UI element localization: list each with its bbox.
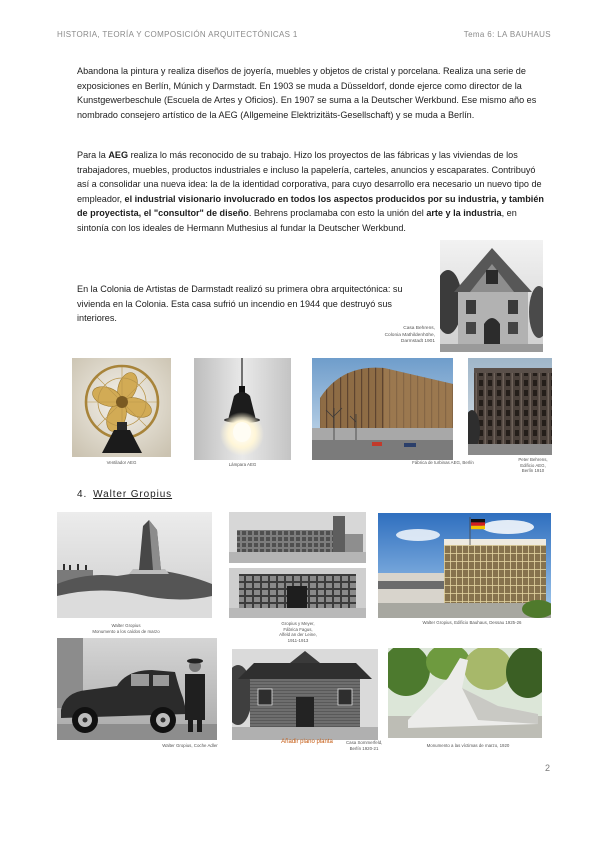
paragraph-2-bold: arte y la industria bbox=[426, 208, 502, 219]
photo-coche-adler bbox=[57, 638, 217, 740]
caption-monumento-gropius bbox=[68, 623, 184, 634]
page-number: 2 bbox=[545, 763, 551, 773]
caption-casa-behrens bbox=[355, 326, 435, 346]
caption-line: Casa Sommerfeld, bbox=[346, 740, 383, 745]
paragraph-2-text: , en sintonía con los ideales de Hermann Muthesius al fundar la Deutscher Werkbund. bbox=[77, 208, 517, 233]
section-heading bbox=[77, 489, 172, 500]
caption-bauhaus: Walter Gropius, Edificio Bauhaus, Dessau 1925-26 bbox=[422, 620, 522, 625]
section-title: Walter Gropius bbox=[93, 489, 173, 500]
header-course: HISTORIA, TEORÍA Y COMPOSICIÓN ARQUITECTÓNICAS 1 bbox=[57, 30, 298, 39]
section-number: 4. bbox=[77, 489, 88, 500]
paragraph-2 bbox=[77, 148, 549, 236]
photo-fagus-fachada bbox=[229, 568, 366, 618]
paragraph-2-text: . Behrens proclamaba con esto la unión del bbox=[248, 208, 427, 219]
caption-line: Alfeld an der Leine, bbox=[279, 632, 317, 638]
photo-lampara-aeg bbox=[194, 358, 291, 460]
note-anadir-plano: Añadir plano planta bbox=[281, 739, 333, 745]
photo-monumento-marzo bbox=[388, 648, 542, 738]
caption-coche: Walter Gropius, Coche Adler bbox=[162, 743, 218, 748]
caption-line: Berlín 1910 bbox=[521, 468, 545, 474]
photo-monumento-gropius bbox=[57, 512, 212, 618]
photo-casa-sommerfeld bbox=[232, 649, 378, 740]
caption-edificio-aeg bbox=[510, 457, 556, 474]
caption-monumento-marzo: Monumento a las víctimas de marzo, 1920 bbox=[426, 743, 510, 748]
photo-ventilador-aeg bbox=[72, 358, 171, 457]
photo-casa-behrens bbox=[440, 240, 543, 352]
caption-lampara: Lámpara AEG bbox=[228, 462, 257, 467]
caption-line: Peter Behrens, bbox=[518, 457, 548, 462]
caption-ventilador: Ventilador AEG bbox=[106, 460, 137, 465]
caption-line: Casa Behrens, bbox=[403, 326, 435, 331]
header-topic: Tema 6: LA BAUHAUS bbox=[463, 30, 551, 39]
caption-line: 1911-1913 bbox=[287, 637, 309, 643]
caption-line: Edificio AEG, bbox=[520, 462, 546, 468]
paragraph-2-bold: el industrial visionario involucrado en todos los aspectos producidos por su industria, y también de proyectista, el "consultor" de diseño bbox=[77, 193, 544, 219]
caption-sommerfeld bbox=[346, 740, 382, 751]
photo-edificio-aeg bbox=[468, 358, 552, 455]
caption-line: Fábrica Fagus, bbox=[283, 626, 313, 632]
photo-fagus-exterior bbox=[229, 512, 366, 563]
photo-edificio-bauhaus bbox=[378, 513, 551, 618]
caption-line: Monumento a los caídos de marzo bbox=[92, 628, 160, 634]
caption-line: Darmstadt 1901 bbox=[400, 339, 435, 345]
caption-line: Colonia Mathildenhöhe, bbox=[384, 332, 435, 338]
caption-line: Berlín 1920-21 bbox=[349, 745, 379, 751]
caption-line: Gropius y Meyer, bbox=[281, 621, 315, 626]
paragraph-1: Abandona la pintura y realiza diseños de joyería, muebles y objetos de cristal y porcelana. Realiza una serie de exposiciones en Berlín, Múnich y Darmstadt. En 1903 se muda a Düsseldorf, donde ejerce como director de la Kunstgewerbeschule (Escuela de Artes y Oficios). En 1907 se suma a la Deutscher Werkbund. Ese mismo año es nombrado consejero artístico de la AEG (Allgemeine Elektrizitäts-Gesellschaft) y se muda a Berlín. bbox=[77, 66, 537, 120]
paragraph-2-text: Para la bbox=[77, 150, 109, 160]
caption-fagus bbox=[262, 621, 334, 643]
caption-fabrica-turbinas: Fábrica de turbinas AEG, Berlín bbox=[412, 460, 474, 465]
photo-fabrica-turbinas bbox=[312, 358, 453, 460]
caption-line: Walter Gropius bbox=[111, 623, 141, 628]
paragraph-2-text: realiza lo más reconocido de su trabajo. Hizo los proyectos de las fábricas y las viviendas de los trabajadores, muebles, productos industriales e incluso la papelería, carteles, anuncios y escaparates. Contribuyó así a consolidar una nueva idea: la de la identidad corporativa, para cuyo desarrollo era necesario un nuevo tipo de empleador, bbox=[77, 150, 542, 204]
paragraph-3: En la Colonia de Artistas de Darmstadt realizó su primera obra arquitectónica: su vivienda en la Colonia. Esta casa sufrió un incendio en 1944 que destruyó sus interiores. bbox=[77, 284, 403, 324]
paragraph-2-bold: AEG bbox=[108, 150, 129, 160]
